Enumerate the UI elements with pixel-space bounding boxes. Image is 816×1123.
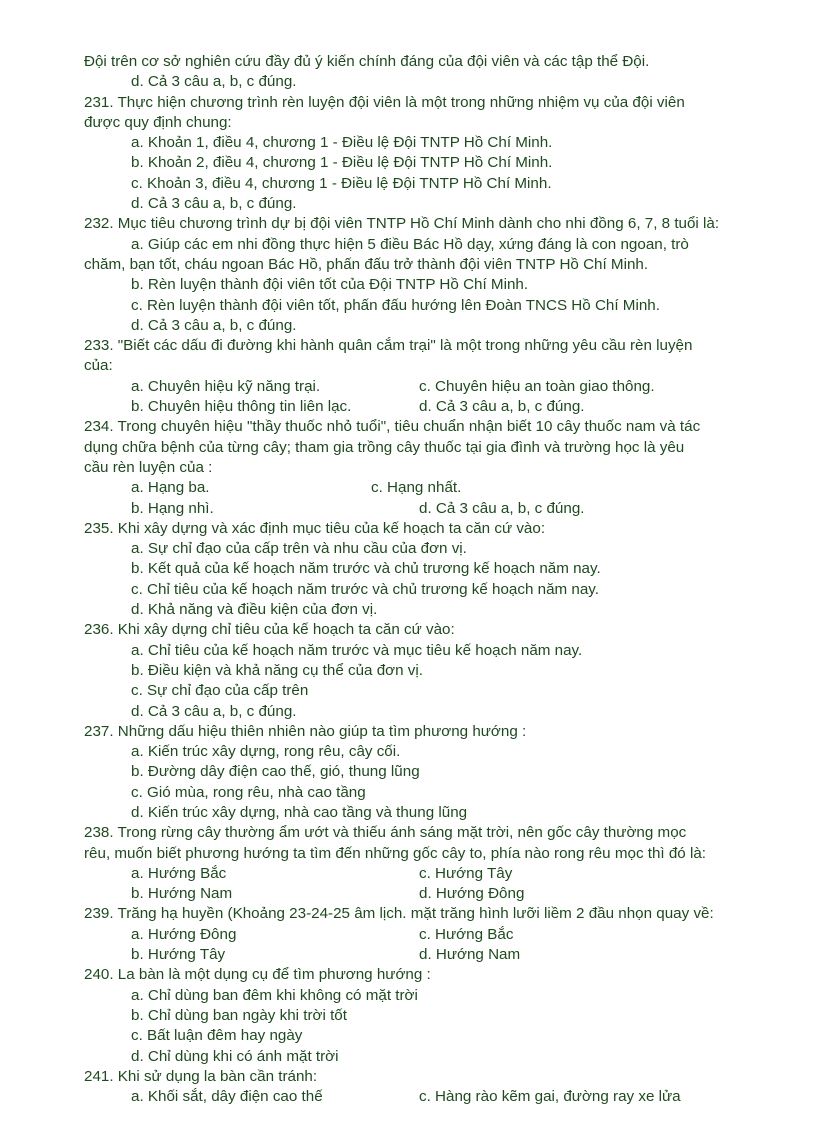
option-b: b. Điều kiện và khả năng cụ thể của đơn vị. bbox=[131, 661, 423, 679]
option-row bbox=[84, 884, 784, 904]
option-row bbox=[84, 945, 784, 965]
option-c: c. Sự chỉ đạo của cấp trên bbox=[131, 682, 309, 700]
question-stem: 232. Mục tiêu chương trình dự bị đội viên TNTP Hồ Chí Minh dành cho nhi đồng 6, 7, 8 tuổi là: bbox=[84, 215, 720, 233]
option-b: b. Hạng nhì. bbox=[131, 499, 214, 517]
option-d: d. Cả 3 câu a, b, c đúng. bbox=[131, 316, 297, 334]
option-row bbox=[84, 925, 784, 945]
option-a: a. Chỉ tiêu của kế hoạch năm trước và mục tiêu kế hoạch năm nay. bbox=[131, 641, 583, 659]
question-235 bbox=[84, 519, 784, 620]
option-a: a. Khối sắt, dây điện cao thế bbox=[131, 1088, 323, 1106]
option-d: d. Cả 3 câu a, b, c đúng. bbox=[131, 195, 297, 213]
option-a: a. Hướng Đông bbox=[131, 925, 237, 943]
option-b: b. Rèn luyện thành đội viên tốt của Đội TNTP Hồ Chí Minh. bbox=[131, 276, 529, 294]
option-a-continued: chăm, bạn tốt, cháu ngoan Bác Hồ, phấn đấu trở thành đội viên TNTP Hồ Chí Minh. bbox=[84, 255, 649, 273]
option-b: b. Khoản 2, điều 4, chương 1 - Điều lệ Đội TNTP Hồ Chí Minh. bbox=[131, 154, 553, 172]
option-a: a. Giúp các em nhi đồng thực hiện 5 điều Bác Hồ dạy, xứng đáng là con ngoan, trò bbox=[131, 235, 689, 253]
option-a: a. Chỉ dùng ban đêm khi không có mặt trời bbox=[131, 986, 418, 1004]
question-stem: được quy định chung: bbox=[84, 113, 232, 131]
option-row bbox=[84, 1087, 784, 1107]
question-stem: 241. Khi sử dụng la bàn cần tránh: bbox=[84, 1067, 318, 1085]
option-c: c. Chỉ tiêu của kế hoạch năm trước và chủ trương kế hoạch năm nay. bbox=[131, 580, 599, 598]
question-stem: của: bbox=[84, 357, 113, 375]
option-b: b. Đường dây điện cao thế, gió, thung lũng bbox=[131, 763, 420, 781]
option-b: b. Chỉ dùng ban ngày khi trời tốt bbox=[131, 1006, 347, 1024]
question-239 bbox=[84, 904, 784, 965]
question-238 bbox=[84, 823, 784, 904]
question-stem: 236. Khi xây dựng chỉ tiêu của kế hoạch ta căn cứ vào: bbox=[84, 621, 455, 639]
option-a: a. Hướng Bắc bbox=[131, 864, 227, 882]
question-stem: 237. Những dấu hiệu thiên nhiên nào giúp ta tìm phương hướng : bbox=[84, 722, 527, 740]
option-row bbox=[84, 499, 784, 519]
option-c: c. Gió mùa, rong rêu, nhà cao tầng bbox=[131, 783, 366, 801]
intro-line: Đội trên cơ sở nghiên cứu đầy đủ ý kiến chính đáng của đội viên và các tập thể Đội. bbox=[84, 53, 650, 70]
question-stem: 234. Trong chuyên hiệu "thầy thuốc nhỏ tuổi", tiêu chuẩn nhận biết 10 cây thuốc nam và tác bbox=[84, 418, 701, 436]
question-240 bbox=[84, 965, 784, 1066]
option-row bbox=[84, 377, 784, 397]
question-stem: rêu, muốn biết phương hướng ta tìm đến những gốc cây to, phía nào rong rêu mọc thì đó là: bbox=[84, 844, 707, 862]
option-a: a. Khoản 1, điều 4, chương 1 - Điều lệ Đội TNTP Hồ Chí Minh. bbox=[131, 134, 553, 152]
question-stem: 233. "Biết các dấu đi đường khi hành quân cắm trại" là một trong những yêu cầu rèn luyện bbox=[84, 337, 693, 355]
option-a: a. Chuyên hiệu kỹ năng trại. bbox=[131, 377, 321, 395]
question-stem: 239. Trăng hạ huyền (Khoảng 23-24-25 âm lịch. mặt trăng hình lưỡi liềm 2 đầu nhọn quay về: bbox=[84, 905, 714, 923]
option-b: b. Chuyên hiệu thông tin liên lạc. bbox=[131, 398, 352, 416]
question-stem: 235. Khi xây dựng và xác định mục tiêu của kế hoạch ta căn cứ vào: bbox=[84, 519, 546, 537]
option-c: c. Chuyên hiệu an toàn giao thông. bbox=[419, 377, 655, 395]
option-c: c. Hàng rào kẽm gai, đường ray xe lửa bbox=[419, 1088, 681, 1106]
question-236 bbox=[84, 620, 784, 721]
option-a: a. Sự chỉ đạo của cấp trên và nhu cầu của đơn vị. bbox=[131, 540, 467, 558]
option-d: d. Cả 3 câu a, b, c đúng. bbox=[131, 702, 297, 720]
option-d: d. Chỉ dùng khi có ánh mặt trời bbox=[131, 1047, 339, 1065]
option-c: c. Hạng nhất. bbox=[371, 479, 462, 497]
option-d: d. Kiến trúc xây dựng, nhà cao tầng và thung lũng bbox=[131, 803, 468, 821]
question-234 bbox=[84, 417, 784, 518]
question-stem: 238. Trong rừng cây thường ẩm ướt và thiếu ánh sáng mặt trời, nên gốc cây thường mọc bbox=[84, 824, 687, 842]
option-c: c. Hướng Bắc bbox=[419, 925, 514, 943]
question-233 bbox=[84, 336, 784, 417]
question-241 bbox=[84, 1067, 784, 1108]
question-stem: 231. Thực hiện chương trình rèn luyện đội viên là một trong những nhiệm vụ của đội viên bbox=[84, 93, 685, 111]
option-b: b. Hướng Tây bbox=[131, 946, 226, 964]
option-row bbox=[84, 478, 784, 498]
option-row bbox=[84, 397, 784, 417]
option-a: a. Hạng ba. bbox=[131, 479, 210, 497]
option-d: d. Hướng Đông bbox=[419, 885, 525, 903]
question-stem: dụng chữa bệnh của từng cây; tham gia trồng cây thuốc tại gia đình và trường học là yêu bbox=[84, 438, 685, 456]
option-b: b. Hướng Nam bbox=[131, 885, 233, 903]
question-232 bbox=[84, 214, 784, 336]
intro-answer-d: d. Cả 3 câu a, b, c đúng. bbox=[131, 73, 297, 91]
option-row bbox=[84, 864, 784, 884]
option-b: b. Kết quả của kế hoạch năm trước và chủ trương kế hoạch năm nay. bbox=[131, 560, 601, 578]
option-c: c. Khoản 3, điều 4, chương 1 - Điều lệ Đội TNTP Hồ Chí Minh. bbox=[131, 174, 552, 192]
option-d: d. Cả 3 câu a, b, c đúng. bbox=[419, 398, 585, 416]
question-231 bbox=[84, 93, 784, 215]
option-d: d. Cả 3 câu a, b, c đúng. bbox=[419, 499, 585, 517]
question-stem: cầu rèn luyện của : bbox=[84, 458, 213, 476]
option-d: d. Hướng Nam bbox=[419, 946, 521, 964]
question-stem: 240. La bàn là một dụng cụ để tìm phương hướng : bbox=[84, 966, 431, 984]
option-c: c. Hướng Tây bbox=[419, 864, 513, 882]
question-237 bbox=[84, 722, 784, 823]
document-page bbox=[84, 52, 784, 1107]
option-a: a. Kiến trúc xây dựng, rong rêu, cây cối. bbox=[131, 743, 401, 761]
option-c: c. Rèn luyện thành đội viên tốt, phấn đấu hướng lên Đoàn TNCS Hồ Chí Minh. bbox=[131, 296, 660, 314]
option-d: d. Khả năng và điều kiện của đơn vị. bbox=[131, 601, 378, 619]
option-c: c. Bất luận đêm hay ngày bbox=[131, 1027, 303, 1045]
